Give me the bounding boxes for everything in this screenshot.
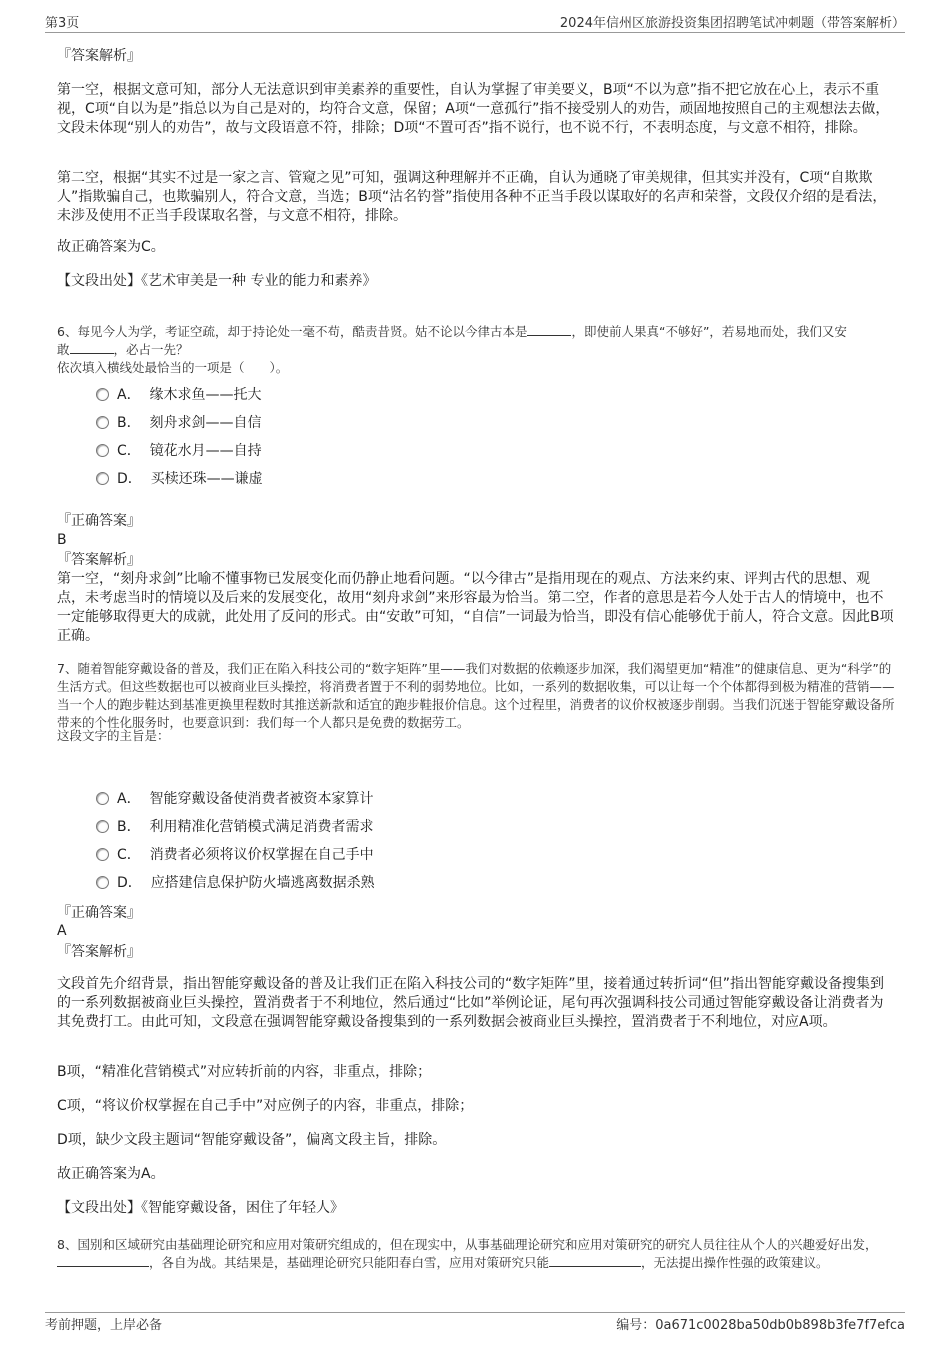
q8-stem: 8、国别和区域研究由基础理论研究和应用对策研究组成的，但在现实中，从事基础理论研究和应用对策研究的研究人员往往从个人的兴趣爱好出发，，各自为战。其结果是，基础理论研究只能阳春白雪，应用对策研究只能 ，无法提出操作性强的政策建议。 — [57, 1237, 878, 1270]
q6-option-a[interactable]: A． 缘木求鱼——托大 — [96, 385, 261, 405]
q7-analysis-para3: C项，“将议价权掌握在自己手中”对应例子的内容，非重点，排除； — [57, 1098, 474, 1114]
q6-prompt: 依次填入横线处最恰当的一项是（ ）。 — [57, 360, 289, 375]
radio-icon[interactable] — [96, 388, 109, 401]
page-number: 第3页 — [45, 16, 80, 31]
q6-analysis: 第一空，“刻舟求剑”比喻不懂事物已发展变化而仍静止地看问题。“以今律古”是指用现在的观点、方法来约束、评判古代的思想、观点，未考虑当时的情境以及后来的发展变化，故用“刻舟求剑”来形容最为恰当。第二空，作者的意思是若今人处于古人的情境中，也不一定能够取得更大的成就，此处用了反问的形式。由“安敢”可知，“自信”一词最为恰当，即没有信心能够优于前人，符合文意。因此B项正确。 — [57, 571, 894, 644]
q5-analysis-para2: 第二空，根据“其实不过是一家之言、管窥之见”可知，强调这种理解并不正确，自认为通晓了审美规律，但其实并没有，C项“自欺欺人”指欺骗自己，也欺骗别人，符合文意，当选；B项“沽名钓誉”指使用各种不正当手段以谋取好的名声和荣誉，文段仅介绍的是看法，未涉及使用不正当手段谋取名誉，与文意不相符，排除。 — [57, 170, 887, 224]
footer-slogan: 考前押题，上岸必备 — [45, 1318, 163, 1333]
q6-option-b[interactable]: B． 刻舟求剑——自信 — [96, 413, 262, 433]
radio-icon[interactable] — [96, 472, 109, 485]
q8-blank-1 — [57, 1254, 149, 1267]
radio-icon[interactable] — [96, 848, 109, 861]
q7-option-a[interactable]: A． 智能穿戴设备使消费者被资本家算计 — [96, 789, 373, 809]
q6-blank-1 — [527, 323, 571, 336]
q7-conclusion: 故正确答案为A。 — [57, 1166, 165, 1182]
q7-option-c[interactable]: C． 消费者必须将议价权掌握在自己手中 — [96, 845, 374, 865]
footer-divider — [45, 1312, 905, 1313]
q5-source: 【文段出处】《艺术审美是一种 专业的能力和素养》 — [57, 273, 377, 289]
q7-analysis-para2: B项，“精准化营销模式”对应转折前的内容，非重点，排除； — [57, 1064, 432, 1080]
q7-option-b[interactable]: B． 利用精准化营销模式满足消费者需求 — [96, 817, 374, 837]
q7-analysis-para4: D项，缺少文段主题词“智能穿戴设备”，偏离文段主旨，排除。 — [57, 1132, 447, 1148]
q7-option-d[interactable]: D． 应搭建信息保护防火墙逃离数据杀熟 — [96, 873, 375, 893]
q6-stem: 6、每见今人为学，考证空疏，却于持论处一毫不苟，酷责昔贤。姑不论以今律古本是 ，即使前人果真“不够好”，若易地而处，我们又安 敢 ，必占一先？ 依次填入横线处最恰当的一项是（ ）。 — [57, 324, 847, 375]
q6-option-c[interactable]: C． 镜花水月——自持 — [96, 441, 262, 461]
radio-icon[interactable] — [96, 792, 109, 805]
q5-analysis-title: 『答案解析』 — [57, 48, 141, 64]
radio-icon[interactable] — [96, 444, 109, 457]
q7-answer-title: 『正确答案』 — [57, 905, 141, 921]
q6-option-d[interactable]: D． 买椟还珠——谦虚 — [96, 469, 263, 489]
q8-blank-2 — [549, 1254, 641, 1267]
header-divider — [45, 32, 905, 33]
q7-stem: 7、随着智能穿戴设备的普及，我们正在陷入科技公司的“数字矩阵”里——我们对数据的依赖逐步加深，我们渴望更加“精准”的健康信息、更为“科学”的生活方式。但这些数据也可以被商业巨头操控，将消费者置于不利的弱势地位。比如，一系列的数据收集，可以让每一个个体都得到极为精准的营销——当一个人的跑步鞋达到基准更换里程数时其推送新款和适宜的跑步鞋报价信息。这个过程里，消费者的议价权被逐步削弱。当我们沉迷于智能穿戴设备所带来的个性化服务时，也要意识到：我们每一个人都只是免费的数据劳工。 — [57, 661, 895, 730]
q7-prompt: 这段文字的主旨是： — [57, 728, 170, 743]
document-title: 2024年信州区旅游投资集团招聘笔试冲刺题（带答案解析） — [559, 16, 905, 31]
q7-analysis-title: 『答案解析』 — [57, 944, 141, 960]
q7-source: 【文段出处】《智能穿戴设备，困住了年轻人》 — [57, 1200, 344, 1216]
q5-conclusion: 故正确答案为C。 — [57, 239, 165, 255]
q6-blank-2 — [70, 341, 114, 354]
radio-icon[interactable] — [96, 820, 109, 833]
radio-icon[interactable] — [96, 416, 109, 429]
q7-answer: A — [57, 923, 67, 939]
q5-analysis-para1: 第一空，根据文意可知，部分人无法意识到审美素养的重要性，自认为掌握了审美要义，B项“不以为意”指不把它放在心上，表示不重视，C项“自以为是”指总以为自己是对的，均符合文意，保留；A项“一意孤行”指不接受别人的劝告，顽固地按照自己的主观想法去做，文段未体现“别人的劝告”，故与文段语意不符，排除；D项“不置可否”指不说行，也不说不行，不表明态度，与文意不相符，排除。 — [57, 82, 890, 136]
page-header — [45, 12, 905, 32]
q7-analysis-para1: 文段首先介绍背景，指出智能穿戴设备的普及让我们正在陷入科技公司的“数字矩阵”里，接着通过转折词“但”指出智能穿戴设备搜集到的一系列数据被商业巨头操控，置消费者于不利地位，然后通过“比如”举例论证，尾句再次强调科技公司通过智能穿戴设备让消费者为其免费打工。由此可知，文段意在强调智能穿戴设备搜集到的一系列数据会被商业巨头操控，置消费者于不利地位，对应A项。 — [57, 976, 885, 1030]
q6-analysis-title: 『答案解析』 — [57, 552, 141, 568]
radio-icon[interactable] — [96, 876, 109, 889]
q6-answer-title: 『正确答案』 — [57, 513, 141, 529]
document-id: 编号：0a671c0028ba50db0b898b3fe7f7efca — [616, 1318, 905, 1333]
q6-answer: B — [57, 532, 67, 548]
